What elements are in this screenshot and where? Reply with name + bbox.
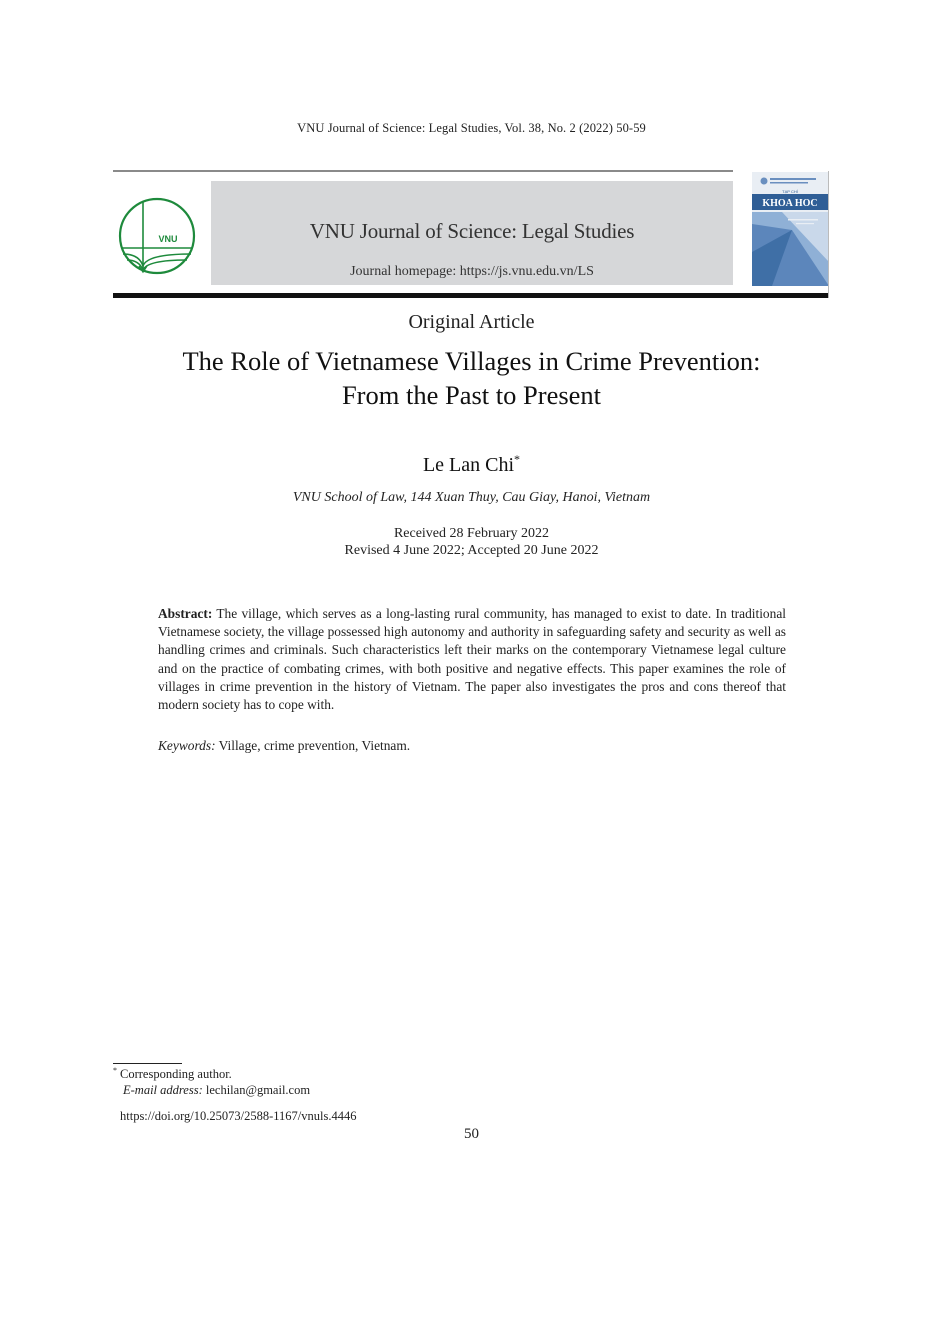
article-title bbox=[0, 344, 943, 412]
corresponding-label: Corresponding author. bbox=[120, 1067, 232, 1081]
vnu-logo bbox=[113, 176, 203, 286]
doi-link[interactable]: https://doi.org/10.25073/2588-1167/vnuls.4446 bbox=[120, 1109, 357, 1123]
author-footnote-mark: * bbox=[514, 452, 521, 466]
email-label: E-mail address: bbox=[123, 1083, 203, 1097]
journal-homepage: Journal homepage: https://js.vnu.edu.vn/LS bbox=[350, 264, 594, 279]
keywords bbox=[158, 738, 786, 754]
title-line-1: The Role of Vietnamese Villages in Crime Prevention: bbox=[182, 346, 761, 376]
revised-accepted-date: Revised 4 June 2022; Accepted 20 June 2022 bbox=[344, 543, 599, 558]
footnote-corresponding bbox=[113, 1066, 232, 1082]
journal-title: VNU Journal of Science: Legal Studies bbox=[309, 219, 635, 243]
abstract-text: The village, which serves as a long-lasting rural community, has managed to exist to date. In traditional Vietnamese society, the village possessed high autonomy and authority in safeguarding safety and security as well as handling crimes and criminals. Such characteristics left their marks on the contemporary Vietnamese legal culture and on the practice of combating crimes, with both positive and negative effects. This paper examines the role of villages in crime prevention in the history of Vietnam. The paper also investigates the pros and cons thereof that modern society has to cope with. bbox=[158, 606, 786, 713]
header-bottom-rule bbox=[113, 293, 829, 298]
header-top-rule bbox=[113, 170, 733, 172]
header-right-edge bbox=[828, 171, 829, 298]
running-head: VNU Journal of Science: Legal Studies, Vol. 38, No. 2 (2022) 50-59 bbox=[297, 121, 646, 135]
footnote-mark: * bbox=[113, 1066, 117, 1075]
affiliation: VNU School of Law, 144 Xuan Thuy, Cau Giay, Hanoi, Vietnam bbox=[292, 490, 651, 505]
footnote-divider bbox=[113, 1063, 182, 1064]
article-type: Original Article bbox=[408, 311, 535, 333]
received-date: Received 28 February 2022 bbox=[393, 526, 550, 541]
footnote-email bbox=[123, 1083, 310, 1098]
article-dates bbox=[0, 525, 943, 559]
title-line-2: From the Past to Present bbox=[341, 380, 602, 410]
abstract bbox=[158, 605, 786, 714]
svg-text:TẠP CHÍ: TẠP CHÍ bbox=[782, 189, 798, 194]
keywords-label: Keywords: bbox=[158, 738, 216, 753]
page-number: 50 bbox=[464, 1126, 479, 1142]
abstract-label: Abstract: bbox=[158, 606, 213, 621]
author-name: Le Lan Chi bbox=[422, 454, 515, 476]
svg-text:KHOA HOC: KHOA HOC bbox=[762, 198, 818, 209]
email-address[interactable]: lechilan@gmail.com bbox=[205, 1083, 311, 1097]
keywords-text: Village, crime prevention, Vietnam. bbox=[218, 738, 411, 753]
journal-cover-thumbnail bbox=[752, 172, 829, 286]
author bbox=[0, 452, 943, 477]
vnu-logo-icon bbox=[113, 176, 203, 286]
journal-cover-icon bbox=[752, 172, 829, 286]
svg-text:VNU: VNU bbox=[158, 234, 178, 244]
